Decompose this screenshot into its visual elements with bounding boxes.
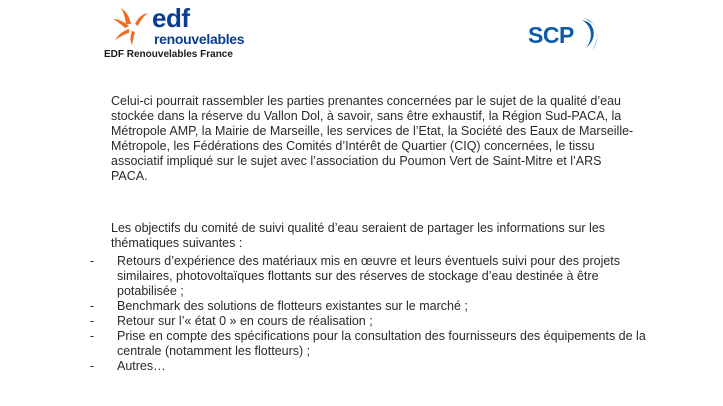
list-dash: - [90,314,95,328]
list-item-text: Prise en compte des spécifications pour la consultation des fournisseurs des équipements de la centrale (notamment les flotteurs) ; [117,329,646,358]
list-item [90,299,650,314]
list-item-text: Benchmark des solutions de flotteurs existantes sur le marché ; [117,299,468,313]
list-item [90,314,650,329]
edf-wordmark: edf [152,3,190,33]
paragraph-stakeholders: Celui-ci pourrait rassembler les parties prenantes concernées par le sujet de la qualité d’eau stockée dans la réserve du Vallon Dol, à savoir, sans être exhaustif, la Région Sud-PACA, la Métropole AMP, la Mairie de Marseille, les services de l’Etat, la Société des Eaux de Marseille-Métropole, les Fédérations des Comités d’Intérêt de Quartier (CIQ) concernées, le tissu associatif impliqué sur le sujet avec l’association du Poumon Vert de Saint-Mitre et l’ARS PACA. [111,94,634,183]
scp-wordmark: SCP [528,22,574,48]
edf-subtitle: renouvelables [154,31,245,47]
list-item [90,359,650,374]
list-item-text: Autres… [117,359,166,373]
objectives-list [90,254,650,374]
edf-sun-icon [112,6,154,46]
list-item [90,329,650,359]
list-dash: - [90,254,95,268]
paragraph-objectives: Les objectifs du comité de suivi qualité d’eau seraient de partager les informations sur les thématiques suivantes : [111,221,606,250]
list-dash: - [90,329,95,343]
scp-swoosh-icon [578,14,608,60]
list-item [90,254,650,299]
list-item-text: Retour sur l’« état 0 » en cours de réalisation ; [117,314,373,328]
list-item-text: Retours d’expérience des matériaux mis en œuvre et leurs éventuels suivi pour des projets similaires, photovoltaïques flottants sur des réserves de stockage d’eau destinée à être potabilisée ; [117,254,621,298]
list-dash: - [90,299,95,313]
edf-caption: EDF Renouvelables France [104,49,233,60]
list-dash: - [90,359,95,373]
scp-logo [524,14,604,60]
